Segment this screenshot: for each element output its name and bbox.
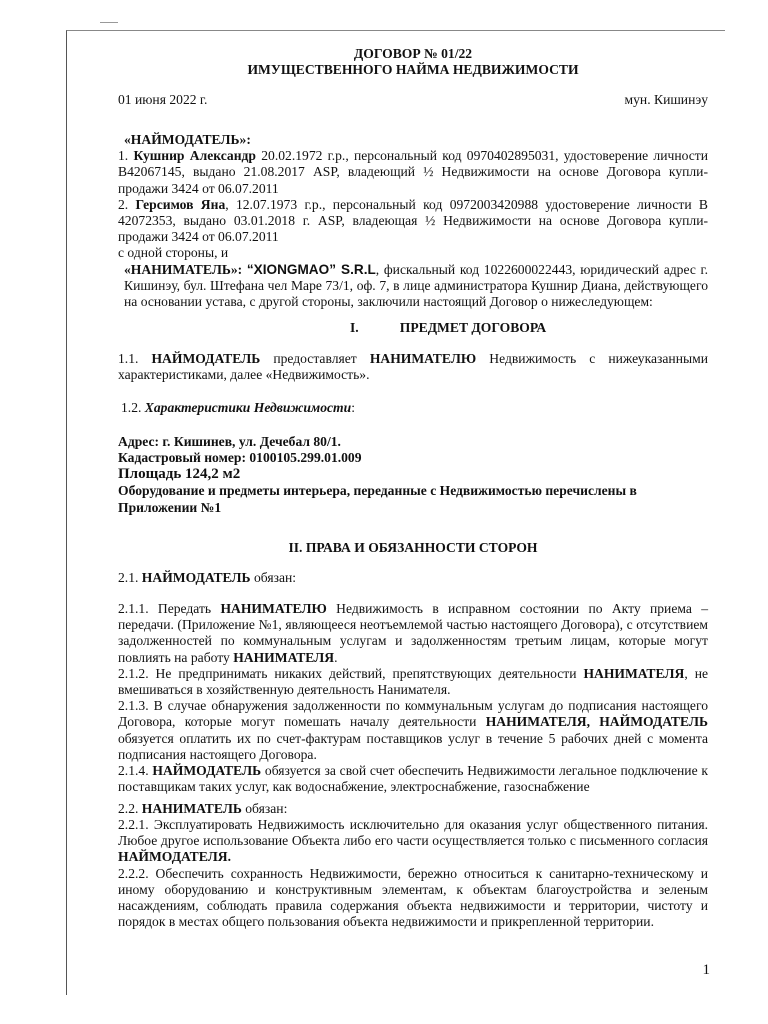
clauses-2-2-x (118, 817, 708, 930)
property-address: Адрес: г. Кишинев, ул. Дечебал 80/1. (118, 434, 341, 449)
equipment-note: Оборудование и предметы интерьера, переданные с Недвижимостью перечислены в Приложении №1 (118, 483, 637, 515)
lessor-label: «НАЙМОДАТЕЛЬ»: (124, 132, 251, 147)
cadastral-number: Кадастровый номер: 0100105.299.01.009 (118, 450, 362, 466)
document-title (118, 46, 708, 78)
clause-2-1-3: 2.1.3. В случае обнаружения задолженности по коммунальным услугам до подписания настоящего Договора, которые могут помешать началу деятельности НАНИМАТЕЛЯ, НАЙМОДАТЕЛЬ обязуется оплатить их по счет-фактурам поставщиков услуг в течение 5 рабочих дней с момента подписания настоящего Договора. (118, 698, 708, 762)
clauses-2-1-x (118, 601, 708, 795)
parties-block (118, 132, 708, 310)
clause-2-2: 2.2. НАНИМАТЕЛЬ обязан: (118, 801, 288, 816)
contract-place: мун. Кишинэу (624, 92, 708, 107)
clause-2-2-2: 2.2.2. Обеспечить сохранность Недвижимости, бережно относиться к санитарно-техническому и иному оборудованию и конструктивным элементам, к объектам благоустройства и зеленым насаждениям, соблюдать правила содержания объекта недвижимости и территории, чистоту и порядок в местах общего пользования объекта недвижимости и прикрепленной территории. (118, 865, 708, 930)
clause-2-2-1: 2.2.1. Эксплуатировать Недвижимость исключительно для оказания услуг общественного питания. Любое другое использование Объекта либо его части осуществляется только с письменного согласия НАЙМОДАТЕЛЯ. (118, 817, 708, 865)
section-2-heading: II. ПРАВА И ОБЯЗАННОСТИ СТОРОН (288, 540, 538, 555)
one-side-text: с одной стороны, и (118, 245, 229, 261)
property-details (118, 434, 708, 516)
clause-2-1-4: 2.1.4. НАЙМОДАТЕЛЬ обязуется за свой счет обеспечить Недвижимости легальное подключение к поставщикам таких услуг, как водоснабжение, электроснабжение, газоснабжение (118, 763, 709, 795)
party-1: 1. Кушнир Александр 20.02.1972 г.р., персональный код 0970402895031, удостоверение личности B42067145, выдано 21.08.2017 ASP, владеющий ½ Недвижимости на основе Договора купли-продажи 3424 от 06.07.2011 (118, 148, 708, 196)
clause-2-1-1: 2.1.1. Передать НАНИМАТЕЛЮ Недвижимость в исправном состоянии по Акту приема – передачи. (Приложение №1, являющееся неотъемлемой частью настоящего Договора), с отсутствием задолженностей по коммунальным услугам и задолженностям третьим лицам, которые могут повлиять на работу НАНИМАТЕЛЯ. (118, 601, 709, 665)
section-1-heading: I. ПРЕДМЕТ ДОГОВОРА (350, 320, 547, 335)
tenant-company: “XIONGMAO” S.R.L (246, 261, 376, 277)
property-area: Площадь 124,2 м2 (118, 466, 241, 483)
title-line-1: ДОГОВОР № 01/22 (353, 46, 473, 61)
clause-2-1: 2.1. НАЙМОДАТЕЛЬ обязан: (118, 570, 297, 585)
page-number: 1 (702, 962, 710, 978)
clause-2-1-2: 2.1.2. Не предпринимать никаких действий, препятствующих деятельности НАНИМАТЕЛЯ, не вмешиваться в хозяйственную деятельность Нанимателя. (118, 665, 708, 698)
title-line-2: ИМУЩЕСТВЕННОГО НАЙМА НЕДВИЖИМОСТИ (247, 62, 579, 78)
scan-mark (100, 22, 118, 23)
party-2: 2. Герсимов Яна, 12.07.1973 г.р., персональный код 0972003420988 удостоверение личности B 42072353, выдано 03.01.2018 г. ASP, владеющая ½ Недвижимости на основе Договора купли-продажи 3424 от 06.07.2011 (118, 196, 708, 245)
tenant-party: «НАНИМАТЕЛЬ»: “XIONGMAO” S.R.L, фискальный код 1022600022443, юридический адрес г. Кишинэу, бул. Штефана чел Маре 73/1, оф. 7, в лице администратора Кушнир Диана, действующего на основании устава, с другой стороны, заключили настоящий Договор о нижеследующем: (124, 261, 708, 310)
contract-date: 01 июня 2022 г. (118, 92, 208, 107)
clause-1-1: 1.1. НАЙМОДАТЕЛЬ предоставляет НАНИМАТЕЛЮ Недвижимость с нижеуказанными характеристиками, далее «Недвижимость». (118, 351, 708, 383)
clause-1-2: 1.2. Характеристики Недвижимости: (121, 400, 355, 415)
